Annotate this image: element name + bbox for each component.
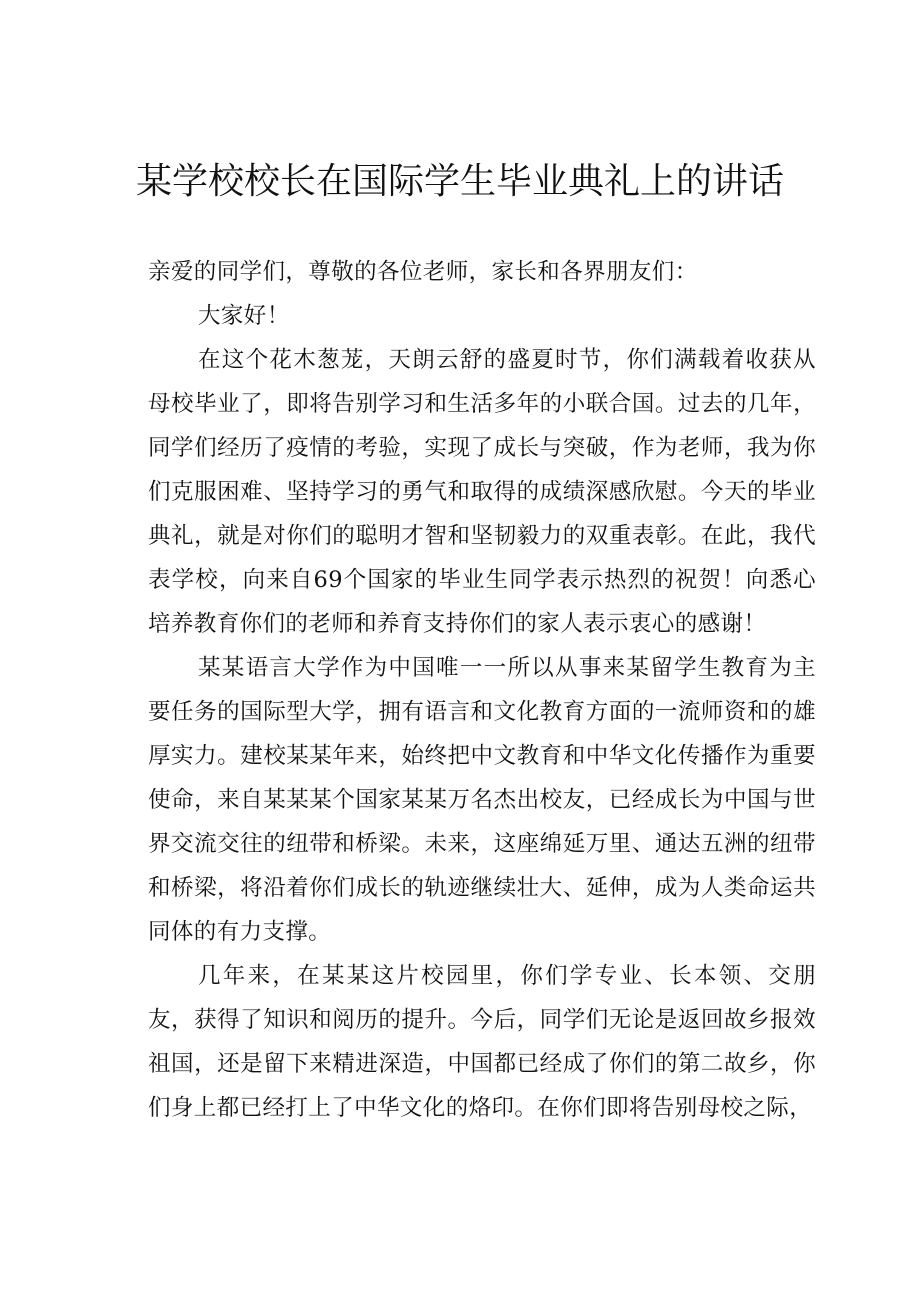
document-title: 某学校校长在国际学生毕业典礼上的讲话 <box>135 161 784 202</box>
document-body <box>148 250 816 1130</box>
paragraph-1: 在这个花木葱茏，天朗云舒的盛夏时节，你们满载着收获从母校毕业了，即将告别学习和生活多年的小联合国。过去的几年，同学们经历了疫情的考验，实现了成长与突破，作为老师，我为你们克服困难、坚持学习的勇气和取得的成绩深感欣慰。今天的毕业典礼，就是对你们的聪明才智和坚韧毅力的双重表彰。在此，我代表学校，向来自69个国家的毕业生同学表示热烈的祝贺！向悉心培养教育你们的老师和养育支持你们的家人表示衷心的感谢！ <box>148 347 816 637</box>
paragraph-greeting: 大家好！ <box>198 303 290 329</box>
salutation: 亲爱的同学们，尊敬的各位老师，家长和各界朋友们： <box>148 259 698 285</box>
paragraph-3: 几年来，在某某这片校园里，你们学专业、长本领、交朋友，获得了知识和阅历的提升。今后，同学们无论是返回故乡报效祖国，还是留下来精进深造，中国都已经成了你们的第二故乡，你们身上都已经打上了中华文化的烙印。在你们即将告别母校之际， <box>148 963 816 1121</box>
paragraph-2: 某某语言大学作为中国唯一一所以从事来某留学生教育为主要任务的国际型大学，拥有语言和文化教育方面的一流师资和的雄厚实力。建校某某年来，始终把中文教育和中华文化传播作为重要使命，来自某某某个国家某某万名杰出校友，已经成长为中国与世界交流交往的纽带和桥梁。未来，这座绵延万里、通达五洲的纽带和桥梁，将沿着你们成长的轨迹继续壮大、延伸，成为人类命运共同体的有力支撑。 <box>148 655 816 945</box>
